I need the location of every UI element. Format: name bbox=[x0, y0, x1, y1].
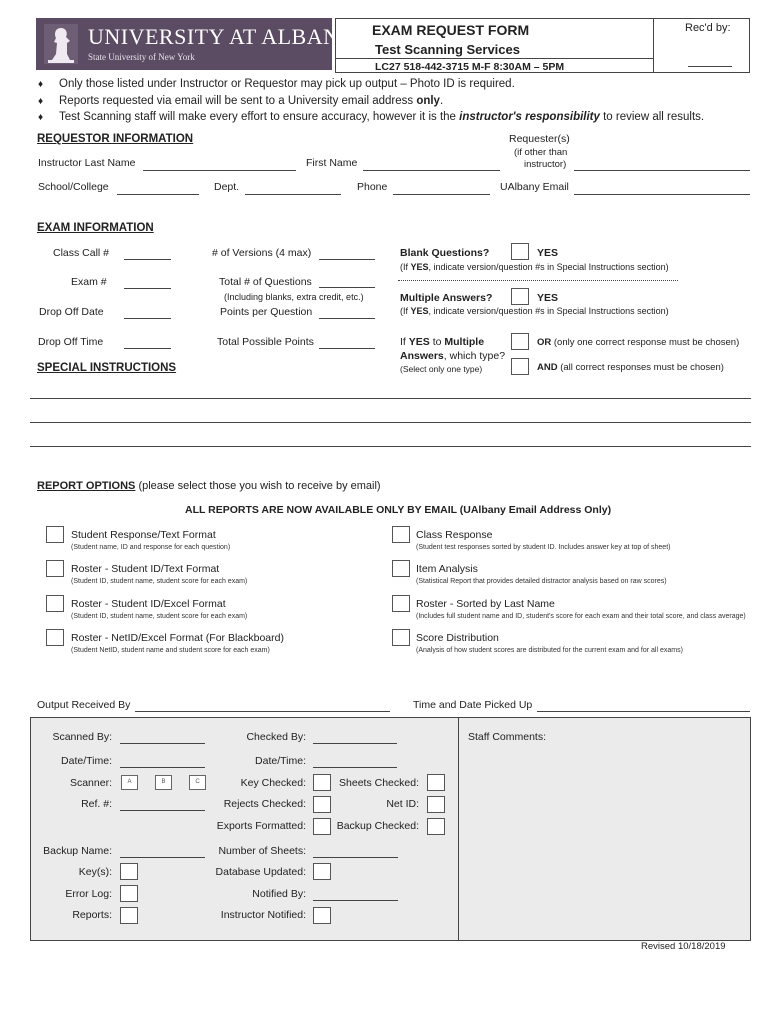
total-points-field[interactable] bbox=[319, 348, 375, 349]
exam-heading: EXAM INFORMATION bbox=[37, 222, 154, 234]
scanner-c-box[interactable]: C bbox=[189, 775, 206, 790]
time-date-picked-field[interactable] bbox=[537, 711, 750, 712]
blank-questions-label: Blank Questions? bbox=[400, 247, 490, 259]
checked-by-field[interactable] bbox=[313, 743, 397, 744]
report-note-roster-id-excel: (Student ID, student name, student score for each exam) bbox=[71, 613, 248, 620]
scanned-by-field[interactable] bbox=[120, 743, 205, 744]
requestor-heading: REQUESTOR INFORMATION bbox=[37, 133, 194, 145]
output-received-field[interactable] bbox=[135, 711, 390, 712]
exports-formatted-checkbox[interactable] bbox=[313, 818, 331, 835]
dept-field[interactable] bbox=[245, 194, 341, 195]
dotted-separator bbox=[398, 280, 678, 281]
report-label-class-response: Class Response bbox=[416, 529, 493, 541]
special-instructions-heading: SPECIAL INSTRUCTIONS bbox=[37, 362, 177, 374]
report-note-student-response: (Student name, ID and response for each question) bbox=[71, 544, 231, 551]
report-checkbox-score-distribution[interactable] bbox=[392, 629, 410, 646]
special-instructions-line-1[interactable] bbox=[30, 398, 751, 399]
versions-field[interactable] bbox=[319, 259, 375, 260]
blank-questions-yes: YES bbox=[537, 247, 559, 259]
multiple-answers-checkbox[interactable] bbox=[511, 288, 529, 305]
report-options-heading: REPORT OPTIONS (please select those you wish to receive by email) bbox=[37, 480, 381, 492]
exports-formatted-label: Exports Formatted: bbox=[216, 820, 306, 832]
last-name-field[interactable] bbox=[143, 170, 296, 171]
requesters-other-than: (if other than bbox=[514, 147, 568, 158]
including-note: (Including blanks, extra credit, etc.) bbox=[224, 292, 364, 302]
checked-by-label: Checked By: bbox=[246, 731, 306, 743]
notice-accuracy-end: to review all results. bbox=[599, 111, 705, 123]
error-log-checkbox[interactable] bbox=[120, 885, 138, 902]
report-note-roster-id-text: (Student ID, student name, student score for each exam) bbox=[71, 578, 248, 585]
special-instructions-line-3[interactable] bbox=[30, 446, 751, 447]
phone-field[interactable] bbox=[393, 194, 490, 195]
drop-off-date-field[interactable] bbox=[124, 318, 171, 319]
requesters-field[interactable] bbox=[574, 170, 750, 171]
drop-off-time-label: Drop Off Time bbox=[38, 336, 104, 348]
report-note-roster-last-name: (Includes full student name and ID, student's score for each exam and their total score, and class average) bbox=[416, 613, 746, 620]
logo-subtitle: State University of New York bbox=[88, 52, 195, 62]
school-label: School/College bbox=[38, 181, 109, 193]
multiple-answers-label: Multiple Answers? bbox=[400, 292, 493, 304]
recd-by-label: Rec'd by: bbox=[685, 22, 731, 34]
form-title: EXAM REQUEST FORM bbox=[372, 22, 530, 38]
and-option-label: AND (all correct responses must be chosen) bbox=[537, 362, 724, 373]
drop-off-date-label: Drop Off Date bbox=[39, 306, 104, 318]
notice-pickup: Only those listed under Instructor or Requestor may pick up output – Photo ID is required. bbox=[59, 78, 515, 90]
email-label: UAlbany Email bbox=[500, 181, 569, 193]
multiple-answers-note: (If YES, indicate version/question #s in Special Instructions section) bbox=[400, 306, 669, 316]
backup-name-label: Backup Name: bbox=[43, 845, 112, 857]
recd-by-field[interactable] bbox=[688, 66, 732, 67]
report-label-roster-id-excel: Roster - Student ID/Excel Format bbox=[71, 598, 226, 610]
reports-label: Reports: bbox=[72, 909, 112, 921]
report-checkbox-roster-id-text[interactable] bbox=[46, 560, 64, 577]
select-one-note: (Select only one type) bbox=[400, 364, 483, 374]
first-name-label: First Name bbox=[306, 157, 358, 169]
date-time-2-label: Date/Time: bbox=[255, 755, 306, 767]
notice-email-text: Reports requested via email will be sent to a University email address bbox=[59, 95, 417, 107]
header-divider bbox=[335, 58, 654, 59]
backup-name-field[interactable] bbox=[120, 857, 205, 858]
notice-email bbox=[59, 95, 443, 107]
blank-questions-note: (If YES, indicate version/question #s in Special Instructions section) bbox=[400, 262, 669, 272]
notified-by-label: Notified By: bbox=[252, 888, 306, 900]
scanner-label: Scanner: bbox=[69, 777, 112, 789]
key-checked-label: Key Checked: bbox=[240, 777, 306, 789]
date-time-label: Date/Time: bbox=[61, 755, 112, 767]
output-received-label: Output Received By bbox=[37, 699, 131, 711]
report-label-item-analysis: Item Analysis bbox=[416, 563, 478, 575]
versions-label: # of Versions (4 max) bbox=[212, 247, 312, 259]
report-checkbox-item-analysis[interactable] bbox=[392, 560, 410, 577]
notice-accuracy-text: Test Scanning staff will make every effort to ensure accuracy, however it is the bbox=[59, 111, 460, 123]
instructor-notified-label: Instructor Notified: bbox=[220, 909, 306, 921]
sheets-checked-label: Sheets Checked: bbox=[339, 777, 419, 789]
requesters-label: Requester(s) bbox=[509, 133, 570, 145]
report-label-roster-id-text: Roster - Student ID/Text Format bbox=[71, 563, 220, 575]
class-call-label: Class Call # bbox=[53, 247, 110, 259]
report-note-score-distribution: (Analysis of how student scores are distributed for the current exam and for all exams) bbox=[416, 647, 683, 654]
service-name: Test Scanning Services bbox=[375, 42, 520, 57]
special-instructions-line-2[interactable] bbox=[30, 422, 751, 423]
report-label-student-response: Student Response/Text Format bbox=[71, 529, 216, 541]
report-checkbox-roster-netid[interactable] bbox=[46, 629, 64, 646]
scanner-a-box[interactable]: A bbox=[121, 775, 138, 790]
and-checkbox[interactable] bbox=[511, 358, 529, 375]
notified-by-field[interactable] bbox=[313, 900, 398, 901]
contact-info: LC27 518-442-3715 M-F 8:30AM – 5PM bbox=[375, 61, 565, 73]
backup-checked-checkbox[interactable] bbox=[427, 818, 445, 835]
number-sheets-field[interactable] bbox=[313, 857, 398, 858]
email-only-banner: ALL REPORTS ARE NOW AVAILABLE ONLY BY EMAIL (UAlbany Email Address Only) bbox=[185, 504, 612, 516]
notice-accuracy-bold: instructor's responsibility bbox=[459, 111, 600, 123]
backup-checked-label: Backup Checked: bbox=[336, 820, 419, 832]
report-label-roster-last-name: Roster - Sorted by Last Name bbox=[416, 598, 555, 610]
diamond-bullet-icon: ♦ bbox=[38, 96, 44, 107]
key-checked-checkbox[interactable] bbox=[313, 774, 331, 791]
database-updated-label: Database Updated: bbox=[215, 866, 306, 878]
rejects-checked-checkbox[interactable] bbox=[313, 796, 331, 813]
report-note-class-response: (Student test responses sorted by student ID. Includes answer key at top of sheet) bbox=[416, 544, 671, 551]
if-yes-multiple-label: If YES to Multiple bbox=[400, 336, 485, 348]
report-checkbox-roster-id-excel[interactable] bbox=[46, 595, 64, 612]
time-date-picked-label: Time and Date Picked Up bbox=[413, 699, 533, 711]
total-questions-label: Total # of Questions bbox=[219, 276, 312, 288]
exam-number-field[interactable] bbox=[124, 288, 171, 289]
scanned-by-label: Scanned By: bbox=[52, 731, 112, 743]
exam-number-label: Exam # bbox=[71, 276, 107, 288]
reports-checkbox[interactable] bbox=[120, 907, 138, 924]
sheets-checked-checkbox[interactable] bbox=[427, 774, 445, 791]
phone-label: Phone bbox=[357, 181, 388, 193]
multiple-answers-yes: YES bbox=[537, 292, 559, 304]
diamond-bullet-icon: ♦ bbox=[38, 112, 44, 123]
points-per-question-field[interactable] bbox=[319, 318, 375, 319]
minerva-statue-icon bbox=[44, 24, 78, 64]
last-name-label: Instructor Last Name bbox=[38, 157, 136, 169]
university-logo bbox=[36, 18, 356, 70]
ref-field[interactable] bbox=[120, 810, 205, 811]
database-updated-checkbox[interactable] bbox=[313, 863, 331, 880]
report-checkbox-class-response[interactable] bbox=[392, 526, 410, 543]
dept-label: Dept. bbox=[214, 181, 240, 193]
notice-email-end: . bbox=[439, 95, 444, 107]
blank-questions-checkbox[interactable] bbox=[511, 243, 529, 260]
report-label-score-distribution: Score Distribution bbox=[416, 632, 499, 644]
error-log-label: Error Log: bbox=[65, 888, 112, 900]
keys-checkbox[interactable] bbox=[120, 863, 138, 880]
first-name-field[interactable] bbox=[363, 170, 500, 171]
total-questions-field[interactable] bbox=[319, 287, 375, 288]
net-id-checkbox[interactable] bbox=[427, 796, 445, 813]
report-checkbox-roster-last-name[interactable] bbox=[392, 595, 410, 612]
notice-accuracy bbox=[59, 111, 704, 123]
date-time-field[interactable] bbox=[120, 767, 205, 768]
or-option-label: OR (only one correct response must be chosen) bbox=[537, 337, 740, 348]
total-points-label: Total Possible Points bbox=[217, 336, 314, 348]
revised-date: Revised 10/18/2019 bbox=[641, 941, 726, 952]
logo-title: UNIVERSITY AT ALBANY bbox=[88, 24, 356, 49]
number-sheets-label: Number of Sheets: bbox=[218, 845, 306, 857]
staff-comments-label: Staff Comments: bbox=[468, 731, 547, 743]
answers-which-type: Answers, which type? bbox=[400, 350, 506, 362]
class-call-field[interactable] bbox=[124, 259, 171, 260]
report-label-roster-netid: Roster - NetID/Excel Format (For Blackboard) bbox=[71, 632, 284, 644]
report-note-item-analysis: (Statistical Report that provides detailed distractor analysis based on raw scores) bbox=[416, 578, 667, 585]
requesters-instructor: instructor) bbox=[524, 159, 567, 170]
scanner-b-box[interactable]: B bbox=[155, 775, 172, 790]
keys-label: Key(s): bbox=[78, 866, 112, 878]
instructor-notified-checkbox[interactable] bbox=[313, 907, 331, 924]
rejects-checked-label: Rejects Checked: bbox=[223, 798, 306, 810]
report-note-roster-netid: (Student NetID, student name and student score for each exam) bbox=[71, 647, 270, 654]
school-field[interactable] bbox=[117, 194, 199, 195]
or-checkbox[interactable] bbox=[511, 333, 529, 350]
notice-email-only: only bbox=[416, 95, 440, 107]
points-per-question-label: Points per Question bbox=[220, 306, 313, 318]
drop-off-time-field[interactable] bbox=[124, 348, 171, 349]
staff-panel-divider bbox=[458, 717, 459, 941]
report-checkbox-student-response[interactable] bbox=[46, 526, 64, 543]
date-time-2-field[interactable] bbox=[313, 767, 397, 768]
diamond-bullet-icon: ♦ bbox=[38, 79, 44, 90]
email-field[interactable] bbox=[574, 194, 750, 195]
net-id-label: Net ID: bbox=[386, 798, 419, 810]
ref-label: Ref. #: bbox=[81, 798, 112, 810]
